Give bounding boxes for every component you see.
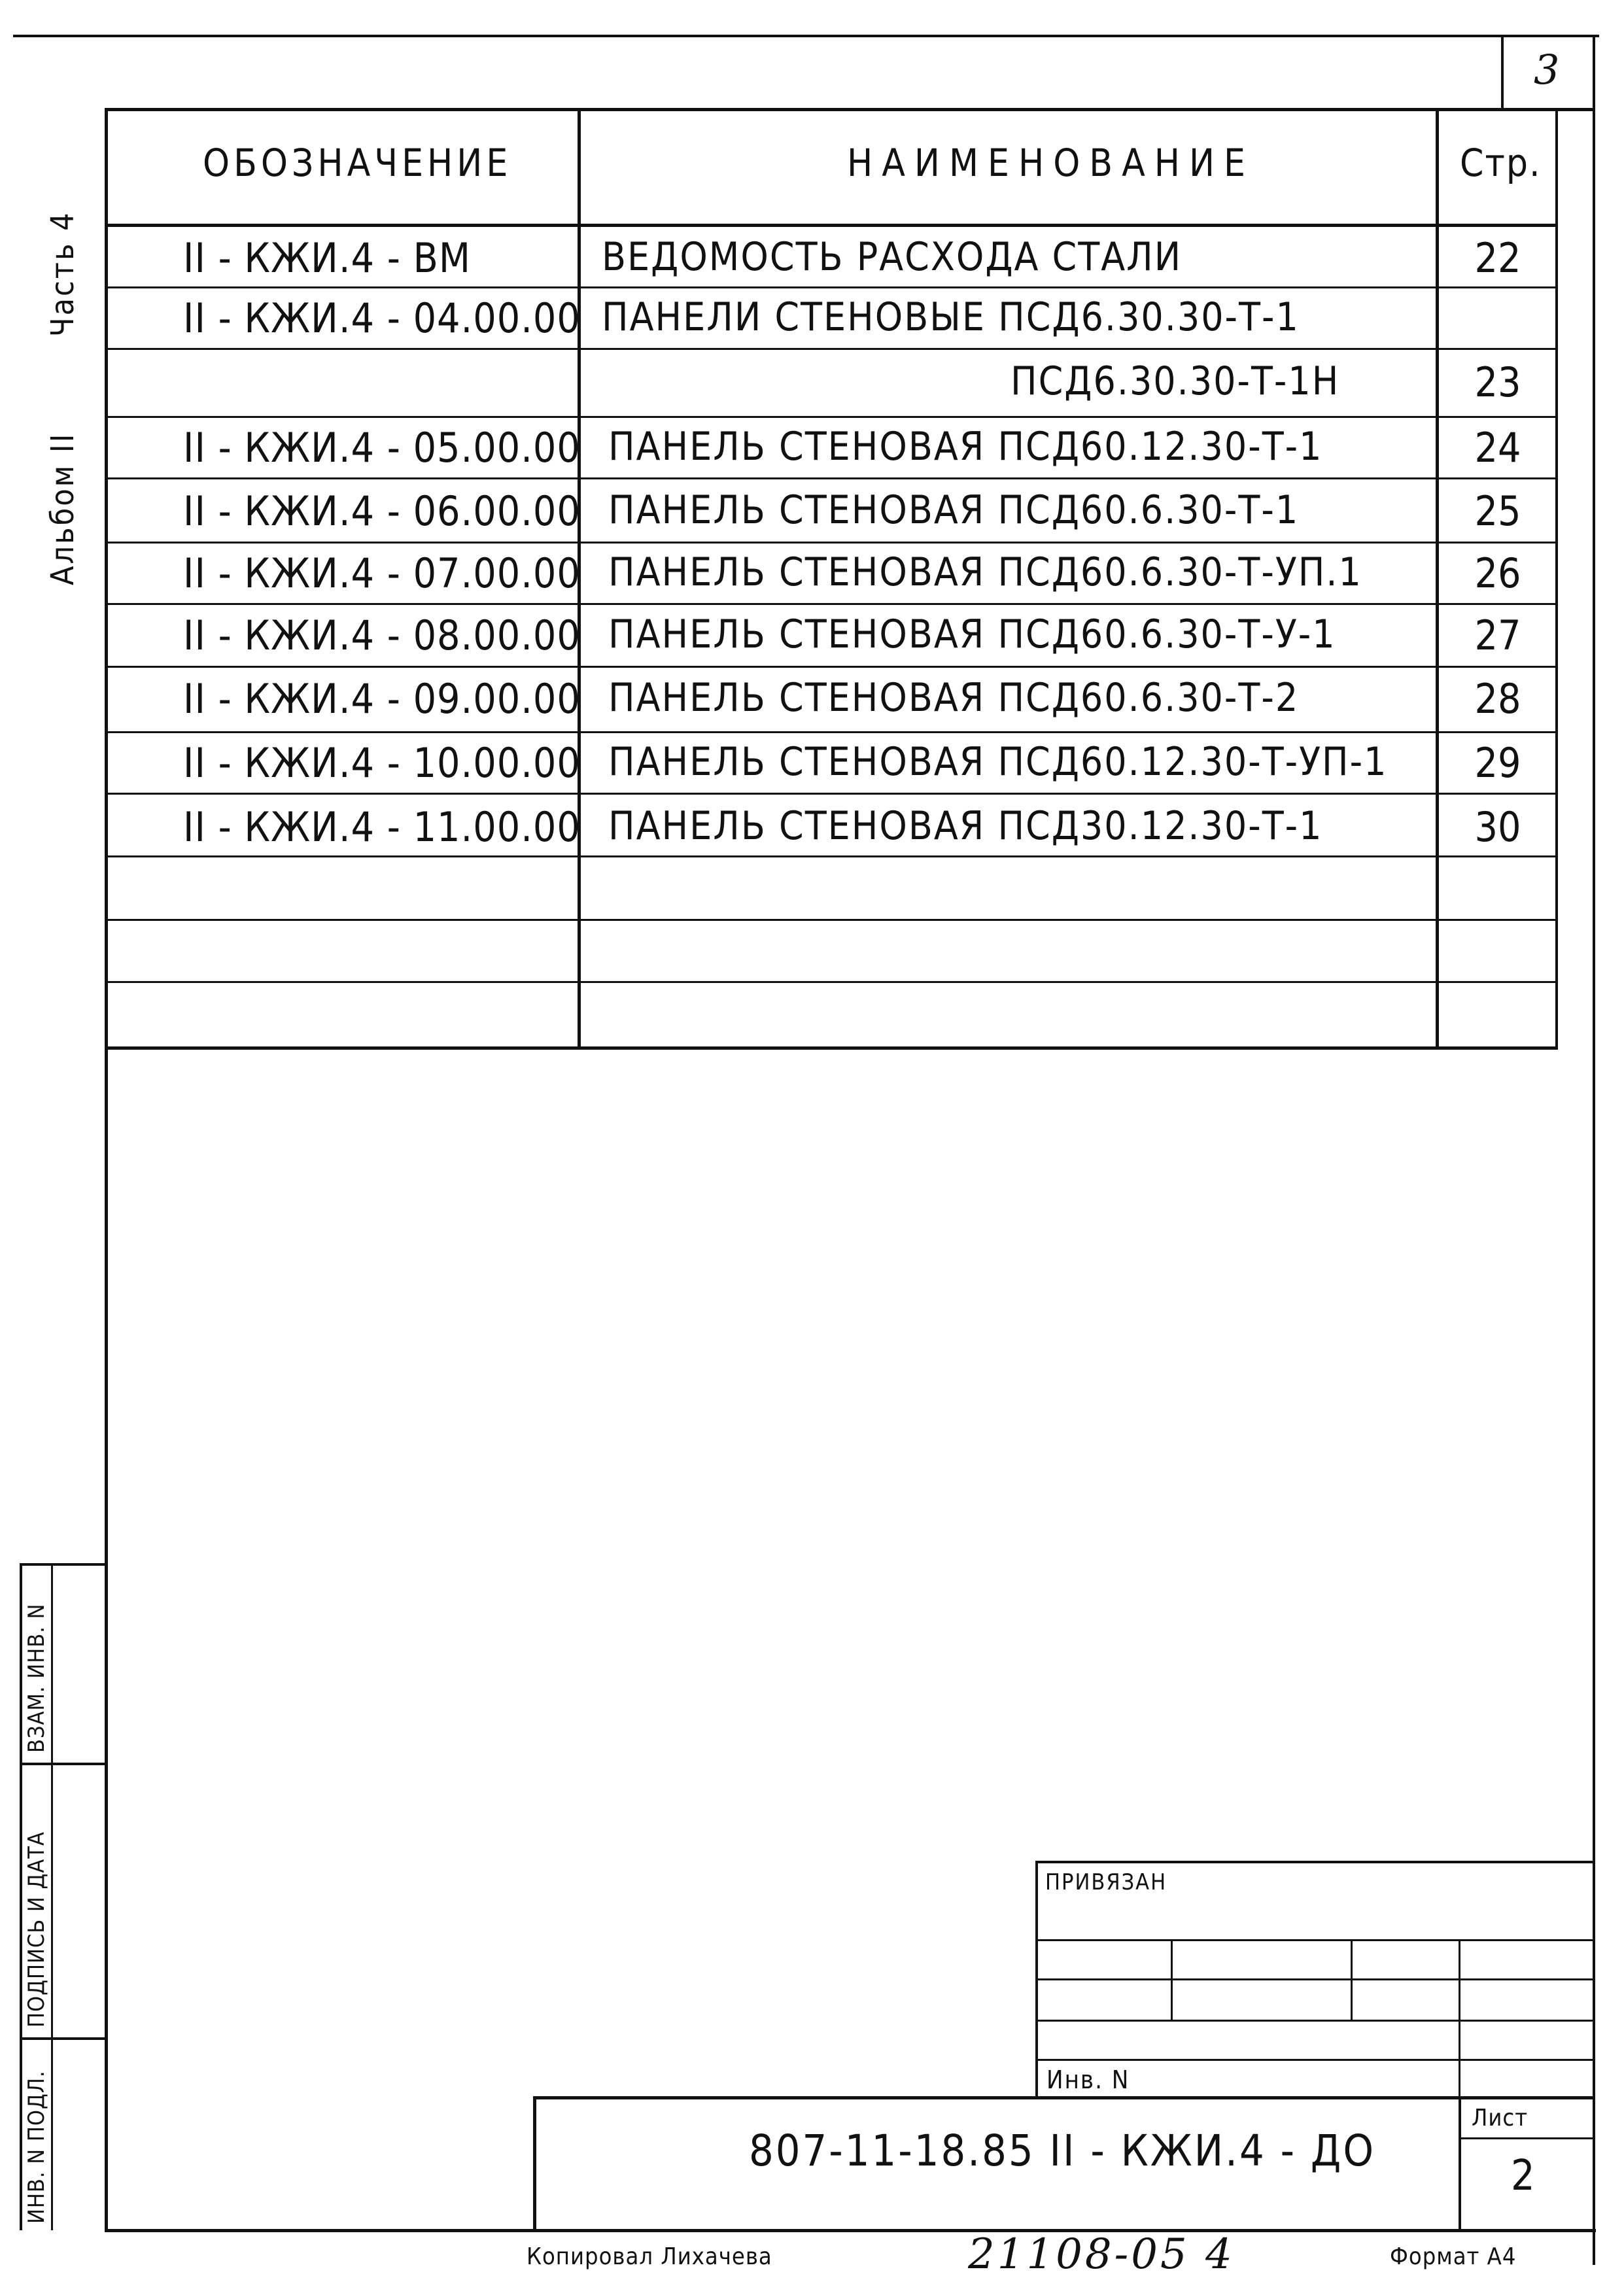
- frame-bottom-line: [105, 2229, 1596, 2232]
- row-6-page: 26: [1474, 549, 1521, 597]
- row-8-name: ПАНЕЛЬ СТЕНОВАЯ ПСД60.6.30-Т-2: [608, 675, 1300, 721]
- row-7-code: II - КЖИ.4 - 08.00.00: [183, 612, 581, 659]
- tb-grid-col-1: [1171, 1939, 1173, 2020]
- row-4-page: 24: [1474, 424, 1521, 472]
- row-6-name: ПАНЕЛЬ СТЕНОВАЯ ПСД60.6.30-Т-УП.1: [608, 549, 1362, 595]
- row-10-page: 30: [1474, 803, 1521, 851]
- tb-privyazan-label: ПРИВЯЗАН: [1045, 1869, 1167, 1895]
- row-9-name: ПАНЕЛЬ СТЕНОВАЯ ПСД60.12.30-Т-УП-1: [608, 739, 1388, 785]
- table-bottom-line: [105, 1046, 1558, 1050]
- row-line: [105, 348, 1557, 350]
- row-3-name: ПСД6.30.30-Т-1Н: [1011, 358, 1340, 404]
- stamp-inv-orig: ИНВ. N ПОДЛ.: [24, 2070, 50, 2224]
- table-col2-line: [1436, 108, 1439, 1050]
- row-line: [105, 477, 1557, 479]
- tb-main-top: [533, 2096, 1595, 2099]
- row-line: [105, 542, 1557, 544]
- corner-box-left: [1501, 36, 1504, 109]
- row-line: [105, 666, 1557, 668]
- frame-right-line: [1593, 35, 1595, 2265]
- tb-grid-col-2: [1351, 1939, 1353, 2020]
- stamp-divider-2: [20, 2037, 106, 2040]
- row-line: [105, 855, 1557, 857]
- row-5-name: ПАНЕЛЬ СТЕНОВАЯ ПСД60.6.30-Т-1: [608, 487, 1300, 533]
- table-header-bottom-line: [105, 224, 1557, 227]
- stamp-sign-date: ПОДПИСЬ И ДАТА: [24, 1831, 50, 2028]
- row-4-code: II - КЖИ.4 - 05.00.00: [183, 424, 581, 472]
- row-1-name: ВЕДОМОСТЬ РАСХОДА СТАЛИ: [602, 234, 1183, 280]
- frame-top-line: [13, 35, 1599, 37]
- tb-main-left: [533, 2096, 536, 2230]
- row-9-code: II - КЖИ.4 - 10.00.00: [183, 739, 581, 787]
- stamp-strip-top-line: [20, 1563, 106, 1566]
- table-right-line: [1555, 108, 1558, 1050]
- row-line: [105, 793, 1557, 795]
- tb-sheet-number: 2: [1511, 2152, 1535, 2200]
- header-designation: ОБОЗНАЧЕНИЕ: [203, 141, 512, 185]
- margin-part-label: Часть 4: [44, 211, 81, 337]
- row-5-code: II - КЖИ.4 - 06.00.00: [183, 487, 581, 535]
- tb-sheet-divider: [1459, 2137, 1595, 2139]
- margin-album-label: Альбом II: [44, 432, 81, 585]
- tb-grid-line-3: [1035, 2020, 1595, 2022]
- row-line: [105, 603, 1557, 605]
- tb-grid-line-2: [1035, 1978, 1595, 1980]
- footer-copied-by: Копировал Лихачева: [527, 2243, 772, 2270]
- row-line: [105, 286, 1557, 288]
- tb-sheet-label: Лист: [1472, 2105, 1529, 2131]
- row-8-page: 28: [1474, 675, 1521, 723]
- table-top-line: [105, 108, 1595, 111]
- row-1-page: 22: [1474, 234, 1521, 282]
- row-3-page: 23: [1474, 358, 1521, 406]
- tb-doc-code: 807-11-18.85 II - КЖИ.4 - ДО: [749, 2126, 1376, 2176]
- row-7-page: 27: [1474, 612, 1521, 659]
- tb-grid-line-4: [1035, 2059, 1595, 2061]
- row-7-name: ПАНЕЛЬ СТЕНОВАЯ ПСД60.6.30-Т-У-1: [608, 612, 1336, 657]
- row-2-name: ПАНЕЛИ СТЕНОВЫЕ ПСД6.30.30-Т-1: [602, 294, 1300, 340]
- row-line: [105, 731, 1557, 733]
- header-page: Стр.: [1460, 141, 1542, 185]
- sheet-corner-number: 3: [1534, 46, 1560, 94]
- footer-order-number: 21108-05 4: [968, 2230, 1235, 2279]
- row-line: [105, 416, 1557, 418]
- frame-left-line: [105, 108, 108, 2230]
- stamp-strip-left-line: [20, 1563, 22, 2230]
- tb-grid-col-3: [1459, 1939, 1460, 2096]
- tb-privyazan-top: [1035, 1861, 1595, 1863]
- tb-grid-line-1: [1035, 1939, 1595, 1941]
- row-line: [105, 919, 1557, 921]
- row-5-page: 25: [1474, 487, 1521, 535]
- stamp-vzam-inv: ВЗАМ. ИНВ. N: [24, 1603, 50, 1753]
- row-4-name: ПАНЕЛЬ СТЕНОВАЯ ПСД60.12.30-Т-1: [608, 424, 1323, 470]
- row-1-code: II - КЖИ.4 - ВМ: [183, 234, 471, 282]
- tb-sheet-left: [1459, 2096, 1461, 2230]
- row-10-name: ПАНЕЛЬ СТЕНОВАЯ ПСД30.12.30-Т-1: [608, 803, 1323, 849]
- stamp-divider-1: [20, 1763, 106, 1765]
- row-2-code: II - КЖИ.4 - 04.00.00: [183, 294, 581, 342]
- stamp-inner-line: [51, 1563, 53, 2230]
- row-8-code: II - КЖИ.4 - 09.00.00: [183, 675, 581, 723]
- header-name: НАИМЕНОВАНИЕ: [847, 141, 1254, 185]
- footer-format: Формат А4: [1390, 2243, 1517, 2270]
- row-6-code: II - КЖИ.4 - 07.00.00: [183, 549, 581, 597]
- tb-inv-n-label: Инв. N: [1046, 2065, 1130, 2094]
- row-10-code: II - КЖИ.4 - 11.00.00: [183, 803, 581, 851]
- row-line: [105, 981, 1557, 983]
- row-9-page: 29: [1474, 739, 1521, 787]
